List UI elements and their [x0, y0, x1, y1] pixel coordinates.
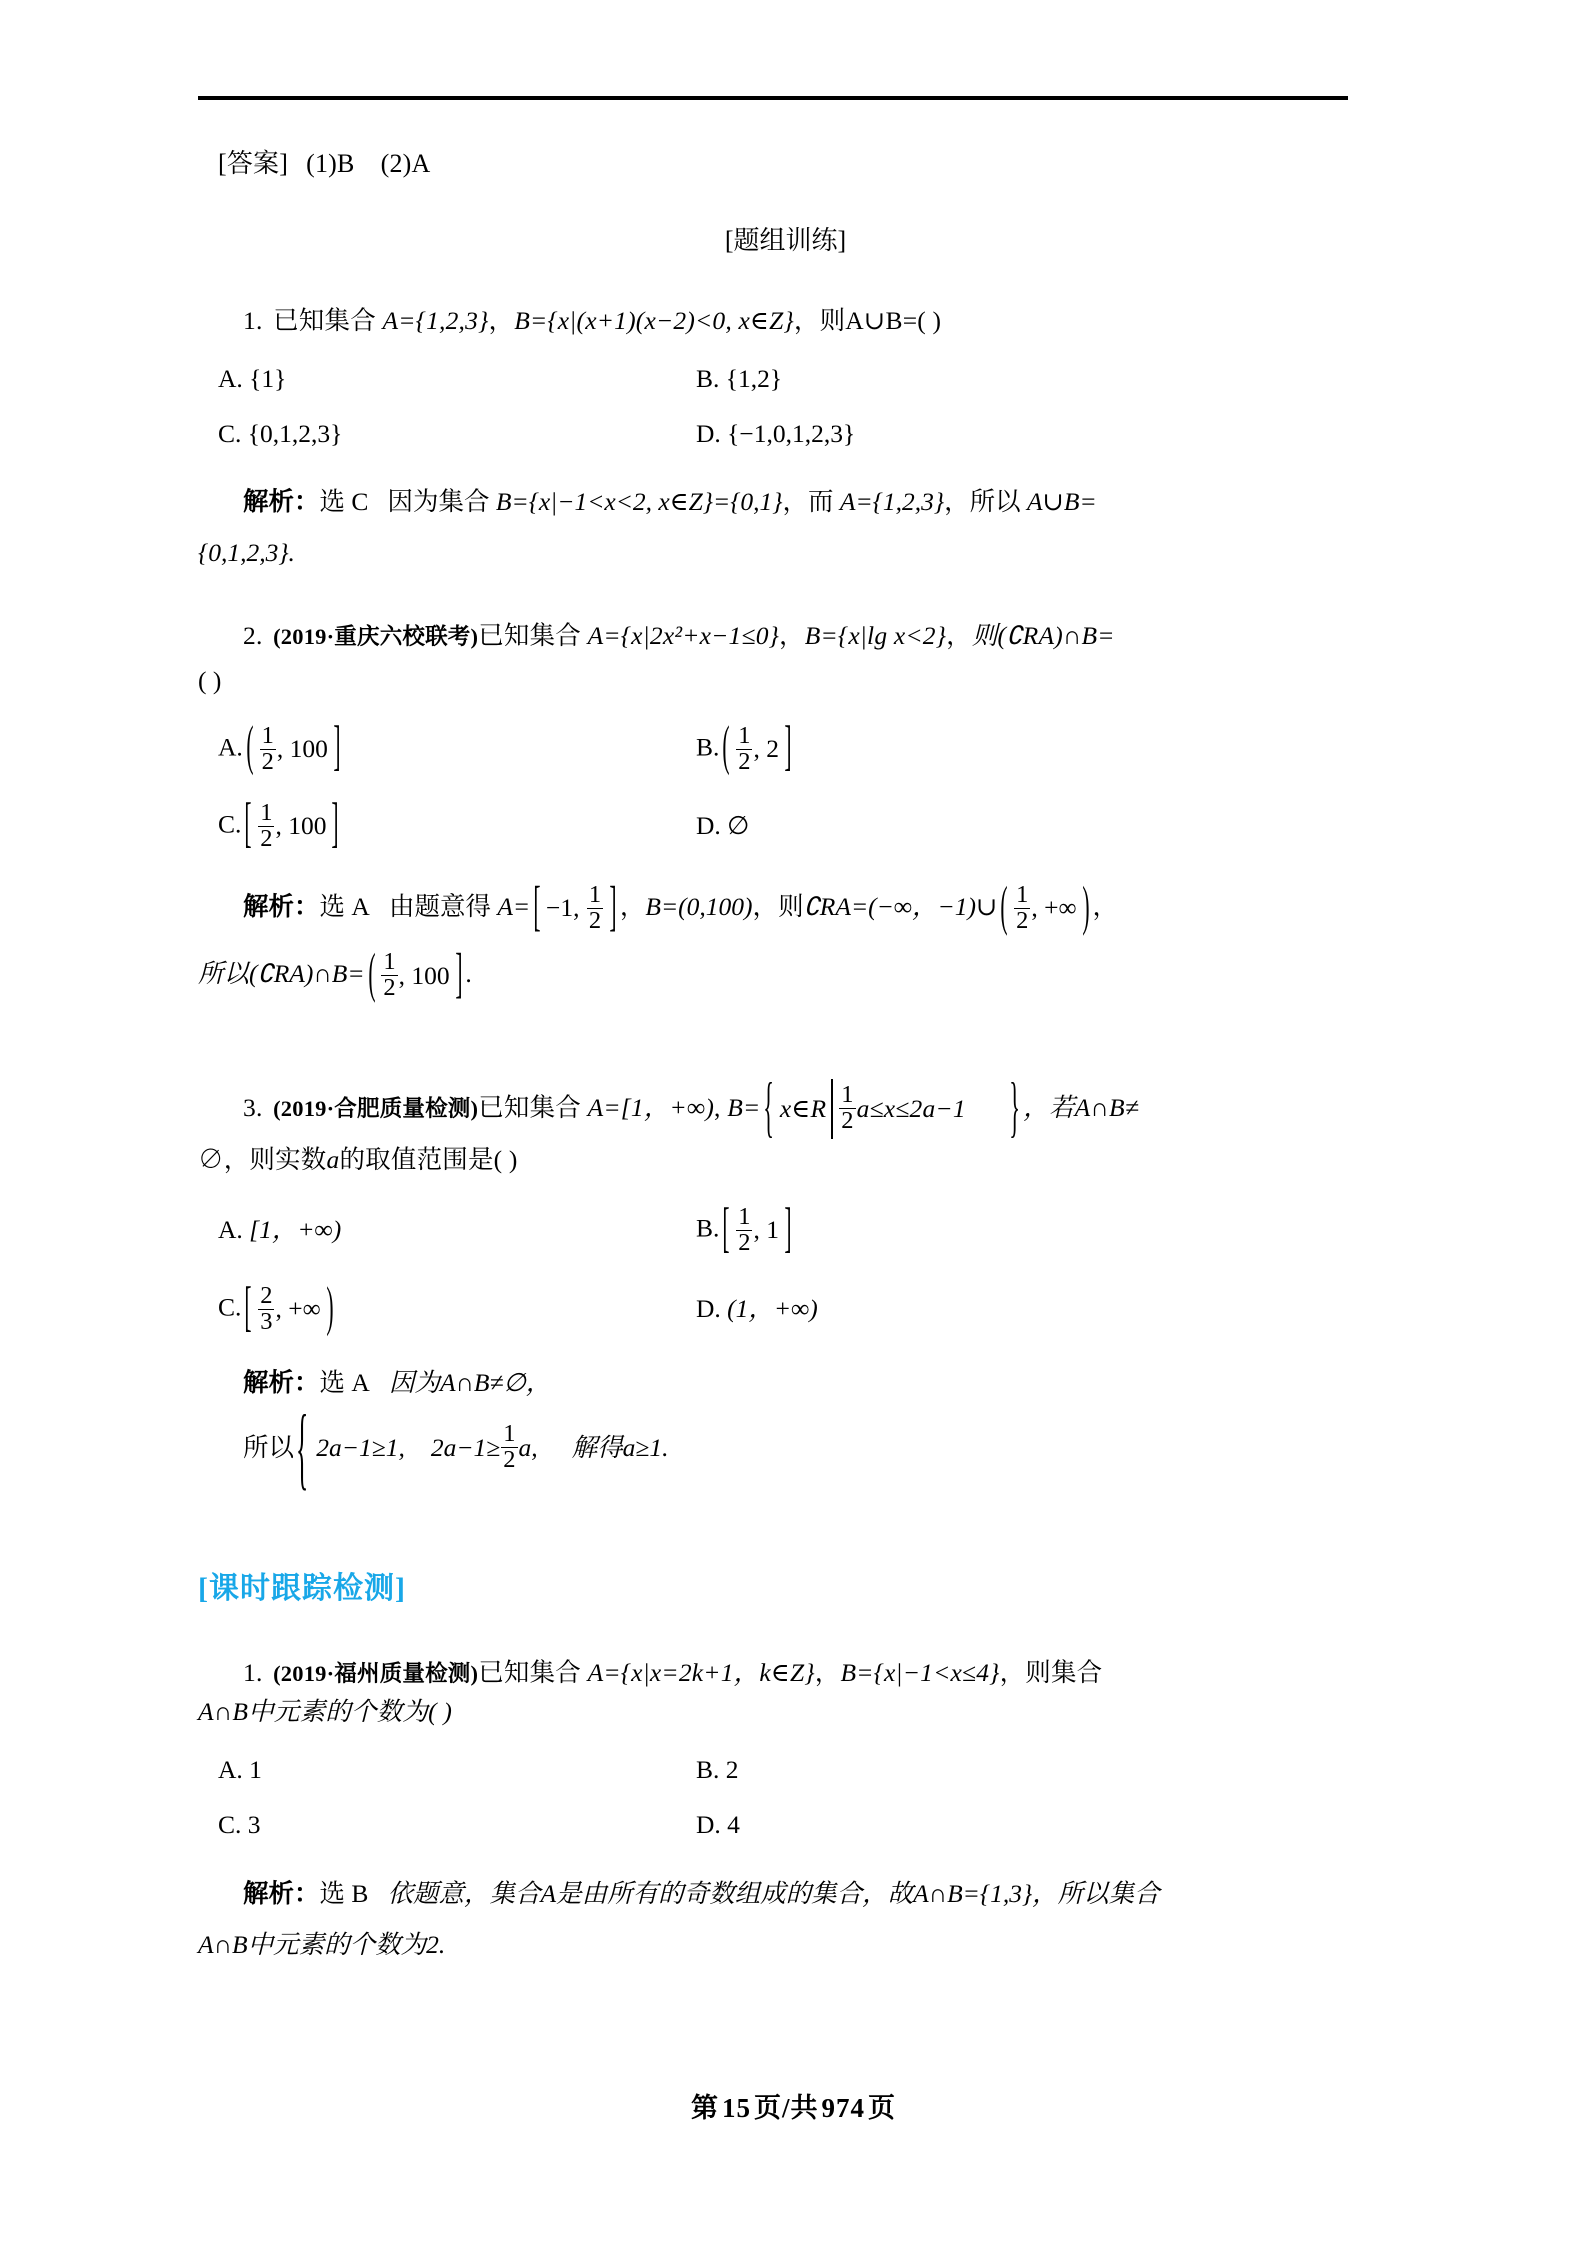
question-1-solution	[198, 476, 1373, 578]
bracket-close: ]	[784, 1198, 792, 1260]
solution-label: 解析：	[243, 487, 320, 517]
option-d-text: 4	[727, 1809, 740, 1839]
bracket-close: )	[1082, 876, 1090, 938]
fraction	[839, 1083, 855, 1134]
footer-suffix: 页	[868, 2093, 896, 2123]
option-b-label: B.	[696, 1213, 720, 1243]
question-2-solution-line-1: 解析：选 A 由题意得 A= [ −1, $\frac{1}{2}$ ] ，B=(0,100)，则∁RA=(−∞，−1)∪ ( $\frac{1}{2}$ , +∞ ) ，	[198, 874, 1373, 942]
question-1-set-a: A={1,2,3}	[382, 306, 489, 336]
question-3-stem-prefix: 已知集合	[478, 1092, 582, 1122]
question-3-set-builder	[760, 1070, 1023, 1147]
question-3-stem: 3. (2019·合肥质量检测)已知集合 A=[1，+∞), B= { x∈R $\frac{1}{2}$ a≤x≤2a−1 } ，若A∩B≠	[198, 1077, 1373, 1140]
question-1-ask: 则A∪B=( )	[819, 306, 942, 336]
tracking-question-1-set-a: A={x|x=2k+1，k∈Z}	[587, 1657, 815, 1687]
solution-text-2: A∩B中元素的个数为2.	[198, 1929, 446, 1959]
option-c-label: C.	[218, 809, 242, 839]
question-2-options	[198, 716, 1373, 855]
question-1-stem: 1. 已知集合 A={1,2,3}，B={x|(x+1)(x−2)<0, x∈Z}，则A∪B=( )	[243, 306, 942, 336]
question-2-option-row-2	[198, 793, 1373, 855]
tracking-question-1-ask-lead: 则集合	[1025, 1657, 1103, 1687]
option-d-text: {−1,0,1,2,3}	[727, 418, 856, 448]
question-3-options	[198, 1198, 1373, 1339]
fraction-numerator: 1	[1016, 880, 1029, 908]
tracking-question-1-solution	[198, 1868, 1373, 1970]
bracket-close: ]	[333, 716, 341, 778]
inequality-system	[243, 1395, 669, 1500]
fraction-numerator: 1	[841, 1081, 854, 1109]
system-brace-icon: {	[296, 1395, 309, 1500]
fraction-denominator: 2	[1016, 906, 1029, 934]
fraction	[736, 721, 752, 775]
tracking-question-1-options	[198, 1750, 1373, 1846]
question-2-set-a: A={x|2x²+x−1≤0}	[587, 621, 780, 651]
solution-period: .	[465, 959, 472, 989]
option-c-label: C.	[218, 418, 242, 448]
tracking-question-1-stem-line-2	[198, 1692, 1373, 1732]
question-3	[198, 1070, 1373, 1500]
solution-set-a: A=	[497, 891, 531, 921]
option-d-label: D.	[696, 1809, 721, 1839]
tracking-question-1-stem-prefix: 已知集合	[478, 1657, 582, 1687]
question-3-set-a: A=[1，+∞)	[587, 1092, 715, 1122]
tracking-solution-line-1	[198, 1868, 1373, 1919]
question-2-stem-prefix: 已知集合	[478, 621, 582, 651]
solution-text-1: 因为集合	[387, 487, 490, 517]
footer-total-pages: 974	[821, 2093, 865, 2123]
system-lead: 所以	[243, 1432, 295, 1462]
answer-label: [答案]	[218, 149, 289, 178]
set-builder-var: x∈R	[779, 1094, 827, 1124]
bracket-close: ]	[454, 943, 463, 1006]
solution-choice: 选 B	[319, 1878, 369, 1908]
header-rule	[198, 96, 1348, 100]
footer-prefix: 第	[690, 2093, 719, 2123]
option-a[interactable]	[198, 1750, 688, 1791]
question-3-solution-line-1	[198, 1357, 1373, 1408]
solution-math-1: B={x|−1<x<2, x∈Z}={0,1}	[495, 487, 783, 517]
question-1-number: 1.	[243, 306, 263, 336]
fraction	[258, 798, 274, 852]
question-3-source: (2019·合肥质量检测)	[273, 1095, 479, 1121]
question-2-option-row-1	[198, 716, 1373, 778]
question-1-stem-prefix: 已知集合	[273, 306, 376, 336]
fraction-denominator: 2	[738, 1229, 751, 1257]
fraction-denominator: 2	[383, 974, 396, 1002]
option-d-label: D.	[696, 418, 721, 448]
option-c[interactable]	[198, 1805, 688, 1846]
fraction	[501, 1419, 517, 1473]
option-a-label: A.	[218, 732, 243, 762]
option-a-label: A.	[218, 1754, 243, 1784]
option-b-interval: [ $\frac{1}{2}$ , 1 ]	[719, 1205, 794, 1256]
fraction-numerator: 1	[261, 721, 274, 749]
group-training-heading: [题组训练]	[724, 226, 847, 256]
solution-text: 依题意，集合A是由所有的奇数组成的集合，故A∩B={1,3}，所以集合	[387, 1878, 1160, 1908]
option-c-interval: [ $\frac{1}{2}$ , 100 ]	[241, 801, 342, 852]
option-b-text: {1,2}	[725, 363, 783, 393]
option-c[interactable]	[198, 1277, 688, 1339]
option-a-right: 100	[289, 733, 328, 763]
solution-choice: 选 C	[319, 487, 369, 517]
set-builder-bar	[831, 1079, 833, 1139]
fraction-denominator: 2	[588, 906, 602, 934]
solution-complement: ∁RA=(−∞，−1)∪	[803, 891, 998, 921]
option-a-text: {1}	[249, 363, 287, 393]
system-result: 解得a≥1.	[571, 1432, 669, 1462]
bracket-open: (	[367, 943, 376, 1006]
question-2-ask-tail: ( )	[198, 665, 222, 695]
fraction-denominator: 2	[841, 1107, 854, 1135]
option-d-label: D.	[696, 1294, 721, 1324]
fraction	[381, 950, 397, 1001]
footer-page-number: 15	[721, 2093, 751, 2123]
answer-line	[198, 144, 1373, 184]
solution-interval-a	[530, 875, 620, 941]
tracking-question-1-stem: 1. (2019·福州质量检测)已知集合 A={x|x=2k+1，k∈Z}，B={x|−1<x≤4}，则集合	[243, 1657, 1103, 1687]
option-b-right: 1	[766, 1215, 779, 1245]
question-3-cond-tail-3: 的取值范围是( )	[339, 1144, 518, 1174]
bracket-open: [	[722, 1198, 730, 1260]
option-c-label: C.	[218, 1809, 242, 1839]
page-content	[198, 140, 1373, 1970]
tracking-solution-line-2	[198, 1919, 1373, 1970]
question-3-solution-system	[198, 1395, 1373, 1500]
question-3-cond-tail: ，若A∩B≠	[1023, 1092, 1140, 1122]
question-1-solution-line-2	[198, 527, 1373, 578]
question-1	[198, 301, 1373, 578]
tracking-question-1-ask-tail: A∩B中元素的个数为( )	[198, 1697, 453, 1727]
tracking-question-1-source: (2019·福州质量检测)	[273, 1660, 479, 1686]
option-a-interval: ( $\frac{1}{2}$ , 100 ]	[243, 724, 344, 775]
question-1-solution-line-1: 解析：选 C 因为集合 B={x|−1<x<2, x∈Z}={0,1}，而 A={1,2,3}，所以 A∪B=	[243, 487, 1097, 517]
answer-part-2: (2)A	[380, 149, 431, 178]
answer-part-1: (1)B	[306, 149, 355, 178]
bracket-close: )	[326, 1277, 334, 1339]
option-b[interactable]	[688, 716, 795, 778]
question-3-cond-var: a	[326, 1144, 340, 1174]
question-3-number: 3.	[243, 1092, 263, 1122]
bracket-open: [	[244, 1277, 252, 1339]
option-c-right: 100	[288, 810, 327, 840]
bracket-close: ]	[609, 876, 617, 938]
option-d[interactable]	[688, 1805, 740, 1846]
option-a-label: A.	[218, 363, 243, 393]
fraction-numerator: 1	[738, 1203, 751, 1231]
option-a-text: 1	[249, 1754, 262, 1784]
system-inequality-1: 2a−1≥1,	[316, 1432, 405, 1462]
question-3-stem-line-2	[198, 1140, 1373, 1180]
question-1-option-row-2	[198, 414, 1373, 455]
page-footer	[0, 2086, 1587, 2125]
fraction	[736, 1205, 752, 1256]
fraction-denominator: 2	[738, 747, 751, 775]
brace-close: }	[1009, 1070, 1020, 1147]
fraction-numerator: 1	[503, 1419, 516, 1447]
option-b[interactable]	[688, 359, 782, 400]
solution-label: 解析：	[243, 1878, 320, 1908]
solution-math-2: A={1,2,3}	[839, 487, 945, 517]
fraction-numerator: 2	[260, 1281, 273, 1309]
fraction	[260, 721, 276, 775]
solution-label: 解析：	[243, 891, 320, 921]
solution-choice: 选 A	[319, 891, 370, 921]
bracket-open: [	[244, 793, 252, 855]
fraction-denominator: 2	[260, 824, 273, 852]
option-d[interactable]	[688, 806, 749, 847]
tracking-option-row-2	[198, 1805, 1373, 1846]
question-3-solution	[198, 1357, 1373, 1500]
tracking-question-1	[198, 1653, 1373, 1970]
option-c-right: +∞	[288, 1294, 321, 1324]
option-a[interactable]	[198, 1210, 688, 1251]
question-2-solution	[198, 874, 1373, 1009]
fraction-denominator: 3	[260, 1307, 273, 1335]
option-c-label: C.	[218, 1292, 242, 1322]
solution-choice: 选 A	[319, 1367, 370, 1397]
solution-then: 则	[778, 891, 804, 921]
fraction-numerator: 1	[383, 948, 396, 976]
question-2-solution-line-2	[198, 941, 1373, 1009]
fraction	[587, 880, 603, 934]
solution-reason: 因为A∩B≠∅，	[388, 1367, 552, 1397]
solution-label: 解析：	[243, 1367, 320, 1397]
option-b-text: 2	[725, 1754, 739, 1784]
footer-middle: 页/共	[753, 2093, 819, 2123]
solution-set-b: B=(0,100)	[645, 891, 753, 921]
solution-math-4: {0,1,2,3}.	[198, 538, 295, 568]
option-a-text: [1，+∞)	[249, 1215, 342, 1245]
option-b-label: B.	[696, 1754, 720, 1784]
question-2-ask: 则(∁RA)∩B=	[971, 621, 1115, 651]
question-2-number: 2.	[243, 621, 263, 651]
solution-interval-comp: ( $\frac{1}{2}$ , +∞ )	[997, 875, 1092, 941]
fraction	[258, 1281, 274, 1335]
option-d[interactable]	[688, 414, 855, 455]
tracking-question-1-number: 1.	[243, 1657, 263, 1687]
system-inequality-2-lead: 2a−1≥	[430, 1432, 501, 1462]
solution-lead: 由题意得	[388, 891, 491, 921]
solution-interval-last: ( $\frac{1}{2}$ , 100 ]	[365, 943, 466, 1009]
option-a[interactable]	[198, 716, 688, 778]
option-c-interval: [ $\frac{2}{3}$ , +∞ )	[241, 1284, 336, 1335]
bracket-close: ]	[784, 716, 792, 778]
fraction-numerator: 1	[260, 798, 273, 826]
option-b[interactable]	[688, 1198, 795, 1260]
bracket-close: ]	[331, 793, 339, 855]
question-2-set-b: B={x|lg x<2}	[804, 621, 947, 651]
system-inequality-2-tail: a,	[518, 1432, 538, 1462]
option-a-label: A.	[218, 1215, 243, 1245]
bracket-open: (	[722, 716, 730, 778]
bracket-open: (	[1000, 876, 1008, 938]
set-builder-cond: a≤x≤2a−1	[856, 1094, 966, 1124]
fraction-numerator: 1	[738, 721, 751, 749]
question-2-stem: 2. (2019·重庆六校联考)已知集合 A={x|2x²+x−1≤0}，B={x|lg x<2}，则(∁RA)∩B=	[243, 621, 1115, 651]
option-d-text: (1，+∞)	[727, 1294, 818, 1324]
fraction-denominator: 2	[503, 1445, 516, 1473]
solution-text-2: 而	[808, 487, 834, 517]
option-c-text: {0,1,2,3}	[247, 418, 343, 448]
option-d-text: ∅	[727, 810, 750, 840]
question-1-set-b: B={x|(x+1)(x−2)<0, x∈Z}	[514, 306, 794, 336]
option-d[interactable]	[688, 1289, 818, 1330]
question-1-options	[198, 359, 1373, 455]
option-c-text: 3	[247, 1809, 261, 1839]
option-b-interval: ( $\frac{1}{2}$ , 2 ]	[719, 724, 794, 775]
fraction-denominator: 2	[261, 747, 274, 775]
option-c[interactable]	[198, 414, 688, 455]
option-b-label: B.	[696, 732, 720, 762]
question-3-option-row-2	[198, 1277, 1373, 1339]
question-2-source: (2019·重庆六校联考)	[273, 624, 479, 650]
solution-last-lead: 所以(∁RA)∩B=	[198, 959, 365, 989]
question-1-option-row-1	[198, 359, 1373, 400]
tracking-question-1-set-b: B={x|−1<x≤4}	[840, 1657, 1000, 1687]
question-2	[198, 616, 1373, 1008]
option-d-label: D.	[696, 810, 721, 840]
option-b-right: 2	[766, 733, 779, 763]
solution-math-3: A∪B=	[1026, 487, 1097, 517]
bracket-open: [	[533, 876, 541, 938]
fraction	[1014, 880, 1030, 934]
tracking-section-heading: [课时跟踪检测]	[198, 1571, 406, 1605]
option-b[interactable]	[688, 1750, 739, 1791]
question-3-option-row-1	[198, 1198, 1373, 1260]
option-b-label: B.	[696, 363, 720, 393]
solution-text-3: 所以	[969, 487, 1021, 517]
tracking-option-row-1	[198, 1750, 1373, 1791]
question-3-cond-tail-2: ∅，则实数	[198, 1144, 327, 1174]
fraction-numerator: 1	[588, 880, 602, 908]
question-3-set-b-lead: B=	[727, 1092, 761, 1122]
solution-interval-a-left: −1,	[545, 892, 580, 922]
bracket-open: (	[246, 716, 254, 778]
option-a[interactable]	[198, 359, 688, 400]
brace-open: {	[763, 1070, 775, 1147]
solution-interval-last-right: 100	[411, 960, 450, 990]
solution-interval-comp-right: +∞	[1044, 892, 1077, 922]
